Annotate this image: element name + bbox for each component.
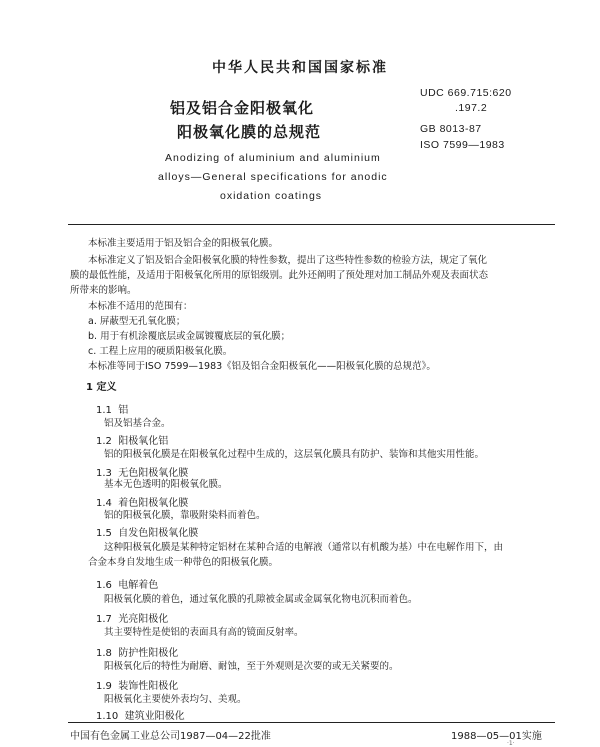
- english-title-line-3: oxidation coatings: [220, 190, 323, 202]
- item-title: 防护性阳极化: [118, 648, 179, 659]
- item-1-10-heading: [96, 707, 185, 722]
- intro-paragraph-3: 本标准不适用的范围有：: [88, 301, 193, 312]
- item-title: 阳极氧化铝: [118, 436, 169, 447]
- item-title: 电解着色: [118, 580, 159, 591]
- item-1-2-text: 铝的阳极氧化膜是在阳极氧化过程中生成的，这层氧化膜具有防护、装饰和其他实用性能。: [104, 449, 485, 460]
- item-number: 1.6: [96, 580, 112, 591]
- item-number: 1.5: [96, 528, 112, 539]
- item-number: 1.8: [96, 648, 112, 659]
- intro-paragraph-2-line-1: 本标准定义了铝及铝合金阳极氧化膜的特性参数，提出了这些特性参数的检验方法，规定了氧化: [88, 255, 488, 266]
- approval-date: 中国有色金属工业总公司1987—04—22批准: [70, 731, 271, 742]
- item-title: 建筑业阳极化: [124, 711, 185, 722]
- item-1-2-heading: [96, 432, 168, 447]
- exclusion-item-a: a. 屏蔽型无孔氧化膜；: [88, 316, 186, 327]
- item-1-5-heading: [96, 524, 198, 539]
- item-title: 无色阳极氧化膜: [118, 468, 189, 479]
- english-title-line-2: alloys—General specifications for anodic: [158, 171, 388, 183]
- item-1-7-heading: [96, 610, 168, 625]
- item-1-1-text: 铝及铝基合金。: [104, 418, 171, 429]
- item-1-9-heading: [96, 677, 178, 692]
- item-title: 自发色阳极氧化膜: [118, 528, 199, 539]
- item-number: 1.1: [96, 405, 112, 416]
- item-1-7-text: 其主要特性是使铝的表面具有高的镜面反射率。: [104, 627, 304, 638]
- exclusion-item-b: b. 用于有机涂覆底层或金属镀覆底层的氧化膜；: [88, 331, 291, 342]
- item-number: 1.2: [96, 436, 112, 447]
- intro-paragraph-4: 本标准等同于ISO 7599—1983《铝及铝合金阳极氧化——阳极氧化膜的总规范》。: [88, 361, 436, 372]
- item-number: 1.3: [96, 468, 112, 479]
- item-1-3-heading: [96, 464, 188, 479]
- header-divider: [68, 224, 555, 225]
- intro-paragraph-2-line-3: 所带来的影响。: [70, 285, 137, 296]
- gb-code: GB 8013-87: [420, 123, 482, 135]
- item-number: 1.10: [96, 711, 119, 722]
- udc-code-line-2: .197.2: [455, 102, 488, 114]
- intro-paragraph-2-line-2: 膜的最低性能，及适用于阳极氧化所用的原铝级别。此外还阐明了预处理对加工制品外观及表面状态: [70, 270, 489, 281]
- intro-paragraph-1: 本标准主要适用于铝及铝合金的阳极氧化膜。: [88, 238, 279, 249]
- footer-divider: [68, 722, 555, 723]
- item-title: 铝: [118, 405, 129, 416]
- item-1-1-heading: [96, 401, 128, 416]
- item-1-8-heading: [96, 644, 178, 659]
- title-line-2: 阳极氧化膜的总规范: [177, 123, 322, 141]
- english-title-line-1: Anodizing of aluminium and aluminium: [165, 152, 381, 164]
- exclusion-item-c: c. 工程上应用的硬质阳极氧化膜。: [88, 346, 233, 357]
- item-number: 1.9: [96, 681, 112, 692]
- iso-code: ISO 7599—1983: [420, 139, 505, 151]
- item-number: 1.7: [96, 614, 112, 625]
- item-1-4-heading: [96, 494, 188, 509]
- item-1-9-text: 阳极氧化主要使外表均匀、美观。: [104, 694, 247, 705]
- item-1-5-text-line-2: 合金本身自发地生成一种带色的阳极氧化膜。: [88, 557, 279, 568]
- item-title: 装饰性阳极化: [118, 681, 179, 692]
- item-1-8-text: 阳极氧化后的特性为耐磨、耐蚀，至于外观则是次要的或无关紧要的。: [104, 661, 399, 672]
- item-1-4-text: 铝的阳极氧化膜，靠吸附染料而着色。: [104, 510, 266, 521]
- implementation-date: 1988—05—01实施: [451, 731, 542, 742]
- title-line-1: 铝及铝合金阳极氧化: [170, 99, 315, 117]
- item-1-6-heading: [96, 576, 158, 591]
- item-1-3-text: 基本无色透明的阳极氧化膜。: [104, 479, 228, 490]
- item-1-5-text-line-1: 这种阳极氧化膜是某种特定铝材在某种合适的电解液（通常以有机酸为基）中在电解作用下，由: [104, 542, 504, 553]
- item-title: 光亮阳极化: [118, 614, 169, 625]
- udc-code-line-1: UDC 669.715:620: [420, 87, 512, 99]
- item-1-6-text: 阳极氧化膜的着色，通过氧化膜的孔隙被金属或金属氧化物电沉积而着色。: [104, 594, 418, 605]
- item-number: 1.4: [96, 498, 112, 509]
- section-1-heading: 1 定义: [86, 382, 117, 393]
- page-number: ·1·: [507, 740, 515, 747]
- standard-header: 中华人民共和国国家标准: [212, 60, 388, 76]
- item-title: 着色阳极氧化膜: [118, 498, 189, 509]
